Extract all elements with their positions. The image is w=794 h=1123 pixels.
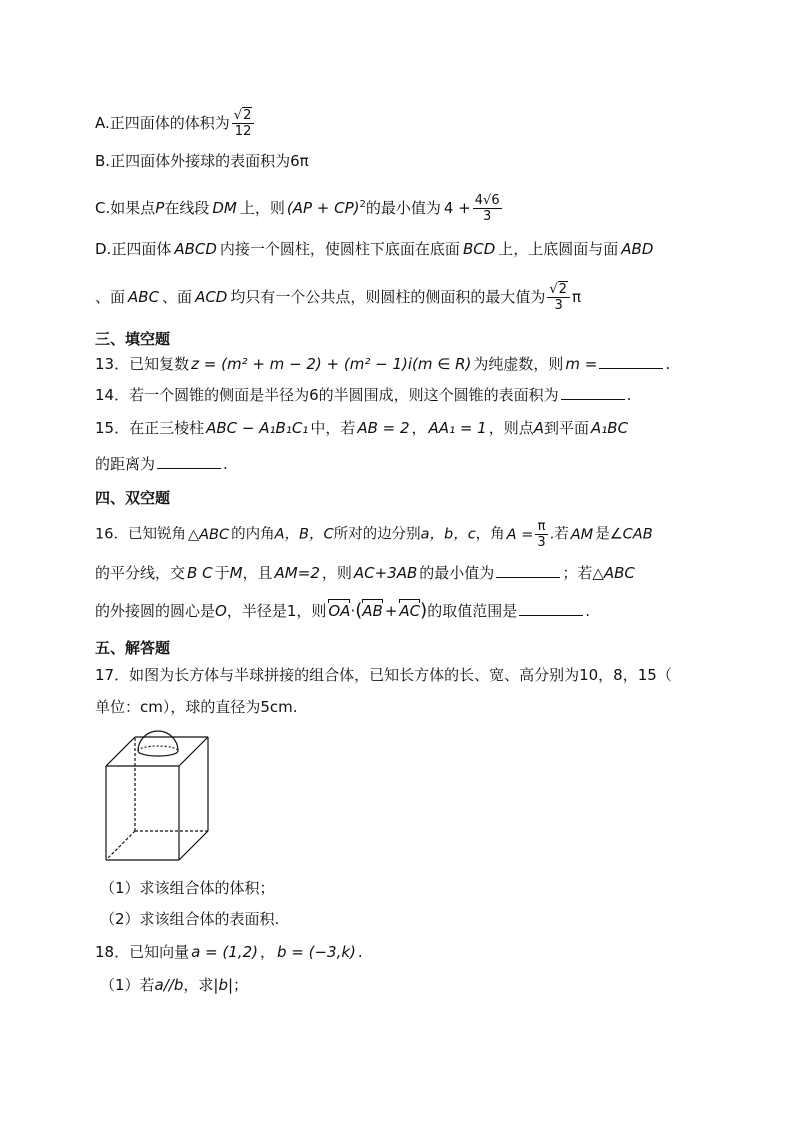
option-c: C.如果点P在线段 DM 上，则 (AP + CP)$^2$的最小值为 4 + $\frac{4√6}{3}$ <box>95 193 500 224</box>
cuboid-hemisphere-figure <box>100 727 215 867</box>
section-title: 五、解答题 <box>95 639 171 657</box>
question-18-part-1: （1）若a//b，求|b|； <box>100 976 249 994</box>
question-13: 13．已知复数 z = (m² + m − 2) + (m² − 1)i(m ∈ R) 为纯虚数，则 m = . <box>95 355 671 373</box>
question-17-part-1: （1）求该组合体的体积； <box>100 879 275 897</box>
answer-blank[interactable] <box>496 563 560 578</box>
option-d: D.正四面体 ABCD 内接一个圆柱，使圆柱下底面在底面 BCD 上，上底圆面与面 ABD <box>95 240 654 258</box>
option-d-continued: 、面 ABC 、面 ACD 均只有一个公共点，则圆柱的侧面积的最大值为 $\frac{√2}{3}$ π <box>95 282 581 313</box>
fraction: $\frac{√2}{12}$ <box>232 108 255 139</box>
answer-blank[interactable] <box>519 601 583 616</box>
question-15-continued: 的距离为 . <box>95 455 228 473</box>
question-15: 15．在正三棱柱 ABC − A₁B₁C₁ 中，若 AB = 2 ， AA₁ = 1 ，则点A到平面 A₁BC <box>95 419 629 437</box>
question-17-continued: 单位：cm），球的直径为5cm. <box>95 698 298 716</box>
question-16-line-2: 的平分线，交 B C 于M，且 AM=2 ，则 AC+3AB 的最小值为 ；若△ABC <box>95 564 635 582</box>
question-18: 18．已知向量 a = (1,2) ， b = (−3,k) . <box>95 943 363 961</box>
section-title: 三、填空题 <box>95 330 171 348</box>
answer-blank[interactable] <box>599 354 663 369</box>
question-16-line-3: 的外接圆的圆心是O，半径是1，则 OA·(AB + AC)的取值范围是 . <box>95 600 590 621</box>
question-17-part-2: （2）求该组合体的表面积. <box>100 910 280 928</box>
fraction: $\frac{4√6}{3}$ <box>474 193 500 224</box>
answer-blank[interactable] <box>157 454 221 469</box>
question-16: 16．已知锐角 △ABC 的内角A，B，C所对的边分别a，b，c，角 A = $\frac{\pi}{3}$ .若 AM 是∠CAB <box>95 519 653 550</box>
section-title: 四、双空题 <box>95 489 171 507</box>
option-a: A.正四面体的体积为 $\frac{√2}{12}$ <box>95 108 256 139</box>
fraction: $\frac{√2}{3}$ <box>547 282 570 313</box>
fraction: $\frac{\pi}{3}$ <box>537 519 546 550</box>
question-17: 17．如图为长方体与半球拼接的组合体，已知长方体的长、宽、高分别为10，8，15（ <box>95 666 672 684</box>
answer-blank[interactable] <box>561 385 625 400</box>
option-b: B.正四面体外接球的表面积为6π <box>95 152 309 170</box>
question-14: 14．若一个圆锥的侧面是半径为6的半圆围成，则这个圆锥的表面积为 . <box>95 386 632 404</box>
